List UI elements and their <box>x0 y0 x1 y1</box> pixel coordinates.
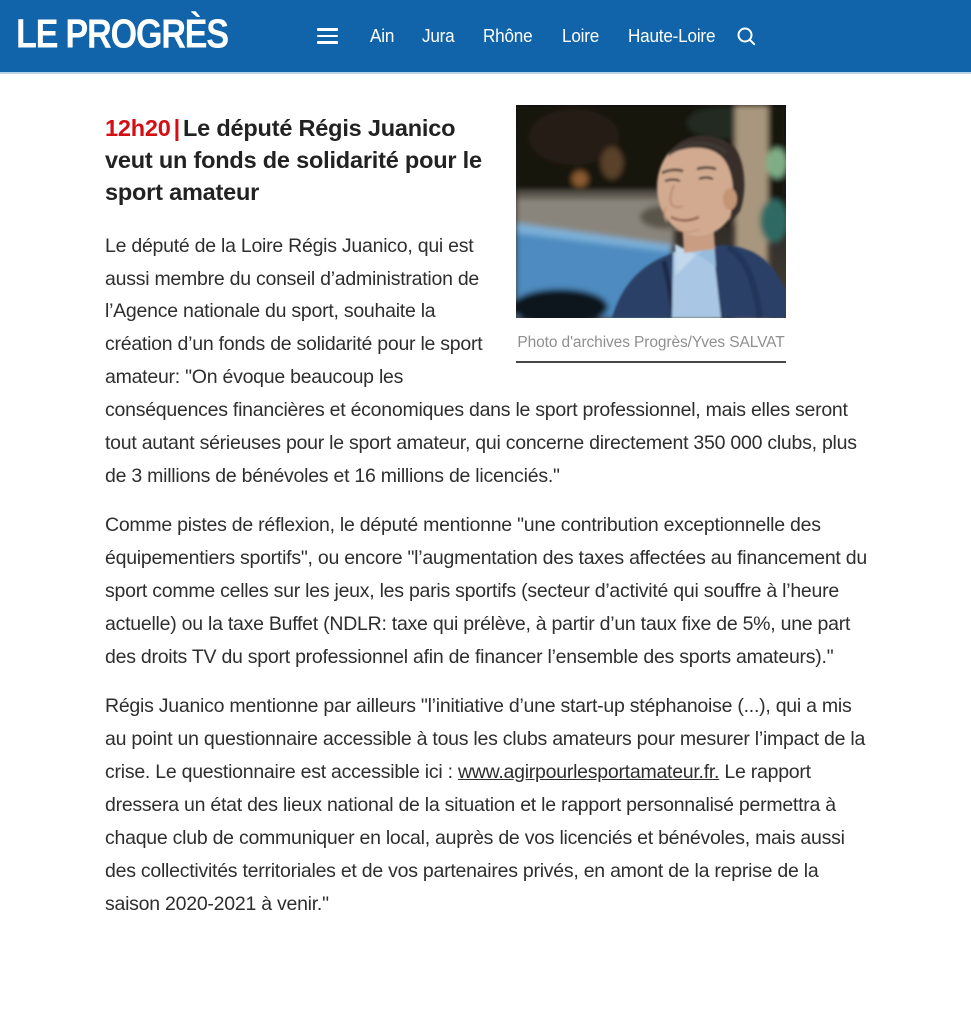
site-logo[interactable]: LE PROGRÈS <box>16 11 228 57</box>
article-paragraph-2: Comme pistes de réflexion, le député mentionne "une contribution exceptionnelle des équipementiers sportifs", ou encore "l’augmentation des taxes affectées au financement du sport comme celles sur les jeux, les paris sportifs (secteur d’activité qui souffre à l’heure actuelle) ou la taxe Buffet (NDLR: taxe qui prélève, à partir d’un taux fixe de 5%, une part des droits TV du sport professionnel afin de financer l’ensemble des sports amateurs)." <box>105 514 867 668</box>
article-figure <box>516 105 786 363</box>
nav-item-rhone[interactable]: Rhône <box>483 25 533 46</box>
search-icon[interactable] <box>736 26 757 47</box>
site-header <box>0 0 971 74</box>
caption-divider <box>516 361 786 363</box>
paragraph-3-text-before: Régis Juanico mentionne par ailleurs "l’initiative d’une start-up stéphanoise (...), qui a mis au point un questionnaire accessible à tous les clubs amateurs pour mesurer l’impact de la crise. Le questionnaire est accessible ici : <box>105 694 866 783</box>
time-separator: | <box>173 115 181 141</box>
nav-item-ain[interactable]: Ain <box>369 25 394 46</box>
nav-item-loire[interactable]: Loire <box>562 25 600 46</box>
photo-caption: Photo d'archives Progrès/Yves SALVAT <box>517 334 785 351</box>
article-paragraph-3 <box>105 690 871 921</box>
article-photo <box>516 105 786 318</box>
article-paragraph-1: Le député de la Loire Régis Juanico, qui est aussi membre du conseil d’administration de l’Agence nationale du sport, souhaite la création d’un fonds de solidarité pour le sport amateur: "On évoque beaucoup les conséquences financières et économiques dans le sport professionnel, mais elles seront tout autant sérieuses pour le sport amateur, qui concerne directement 350 000 clubs, plus de 3 millions de bénévoles et 16 millions de licenciés." <box>105 234 857 488</box>
article <box>105 74 871 921</box>
paragraph-3-text-after: Le rapport dressera un état des lieux national de la situation et le rapport personnalisé permettra à chaque club de communiquer en local, auprès de vos licenciés et bénévoles, mais aussi des collectivités territoriales et de vos partenaires privés, en amont de la reprise de la saison 2020-2021 à venir." <box>105 760 845 915</box>
menu-icon[interactable] <box>315 24 340 47</box>
questionnaire-link[interactable]: www.agirpourlesportamateur.fr. <box>457 760 720 783</box>
nav-item-jura[interactable]: Jura <box>422 25 455 46</box>
nav-item-haute-loire[interactable]: Haute-Loire <box>628 25 716 46</box>
headline-text: Le député Régis Juanico veut un fonds de solidarité pour le sport amateur <box>105 115 482 206</box>
article-time: 12h20 <box>105 115 171 141</box>
main-nav <box>370 26 721 47</box>
